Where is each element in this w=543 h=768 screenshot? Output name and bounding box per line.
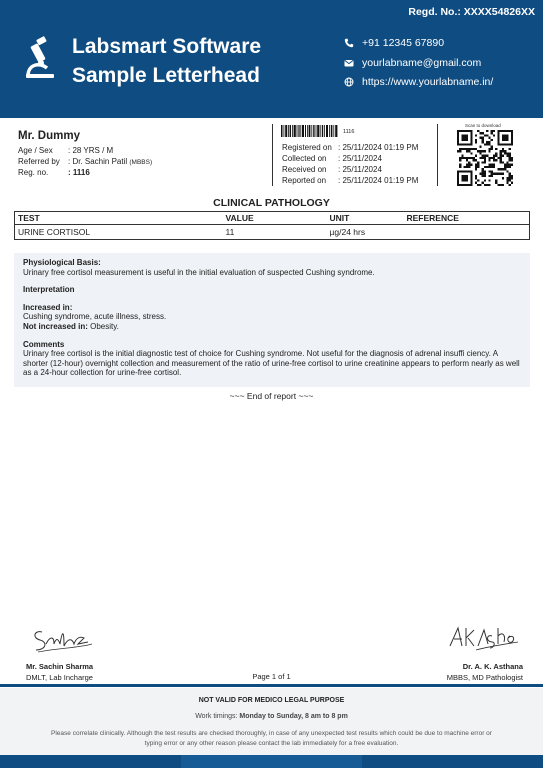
patient-details (18, 130, 152, 178)
signer-left-name: Mr. Sachin Sharma (26, 662, 94, 671)
bottom-strip (0, 755, 543, 768)
collected-value: : 25/11/2024 (338, 154, 382, 163)
phone-icon (344, 38, 354, 48)
not-increased-line (23, 322, 521, 332)
signature-left-icon (28, 620, 98, 656)
disclaimer-note: Please correlate clinically. Although the test results are checked thoroughly, in case of any unexpected test results which could be due to machine error or typing error or any other reason please contact the lab immediately for a free evaluation. (51, 730, 492, 747)
signer-right-title: MBBS, MD Pathologist (446, 673, 523, 682)
contact-phone (344, 34, 493, 52)
patient-name: Mr. Dummy (18, 130, 80, 142)
column-header-unit: UNIT (327, 212, 404, 225)
reg-label: Reg. no. (18, 168, 49, 177)
interpretation-box (14, 253, 530, 387)
work-timings-label: Work timings: (195, 713, 240, 720)
test-name: URINE CORTISOL (15, 225, 223, 240)
signer-left-title: DMLT, Lab Incharge (26, 673, 93, 682)
referred-label: Referred by (18, 157, 60, 166)
not-increased-title: Not increased in: (23, 321, 88, 331)
registered-row (282, 142, 418, 153)
brand-line-2: Sample Letterhead (72, 64, 260, 87)
collected-row (282, 153, 418, 164)
referred-doctor: : Dr. Sachin Patil (68, 157, 128, 166)
contact-website (344, 73, 493, 91)
comments-title: Comments (23, 339, 65, 349)
patient-reg-row (18, 167, 152, 178)
registered-label: Registered on (282, 143, 332, 152)
end-of-report: ~~~ End of report ~~~ (229, 391, 314, 401)
work-timings-value: Monday to Sunday, 8 am to 8 pm (239, 713, 348, 720)
divider-right (437, 124, 438, 186)
received-row (282, 164, 418, 175)
test-unit: µg/24 hrs (327, 225, 404, 240)
brand-line-1: Labsmart Software (72, 35, 262, 58)
reg-number: : 1116 (68, 168, 90, 177)
basis-text: Urinary free cortisol measurement is useful in the initial evaluation of suspected Cushing syndrome. (23, 267, 375, 277)
reported-value: : 25/11/2024 01:19 PM (338, 176, 419, 185)
barcode-icon (281, 125, 339, 137)
letterhead-header (0, 0, 543, 118)
interpretation-title: Interpretation (23, 285, 75, 295)
reported-row (282, 175, 418, 186)
referred-value (68, 157, 152, 166)
collected-label: Collected on (282, 154, 327, 163)
patient-age-row (18, 145, 152, 156)
table-header-row (15, 212, 530, 225)
contact-email (344, 54, 493, 72)
not-increased-text: Obesity. (87, 321, 119, 331)
contact-list (344, 34, 493, 93)
test-reference (404, 225, 530, 240)
brand-name (72, 32, 261, 90)
microscope-logo-icon (22, 36, 58, 80)
basis-title: Physiological Basis: (23, 258, 101, 267)
footer-divider (0, 684, 543, 687)
website-url[interactable]: https://www.yourlabname.in/ (362, 76, 494, 88)
phone-number: +91 12345 67890 (362, 37, 445, 49)
mail-icon (344, 58, 354, 68)
qr-code-icon[interactable] (457, 130, 513, 186)
reported-label: Reported on (282, 176, 327, 185)
test-value: 11 (223, 225, 327, 240)
signer-right (447, 661, 523, 683)
reg-value (68, 168, 90, 177)
registered-value: : 25/11/2024 01:19 PM (338, 143, 419, 152)
page-number: Page 1 of 1 (252, 672, 291, 681)
received-value: : 25/11/2024 (338, 165, 382, 174)
referred-qualification: (MBBS) (129, 159, 153, 166)
table-row (15, 225, 530, 240)
age-sex-label: Age / Sex (18, 146, 53, 155)
registration-number: Regd. No.: XXXX54826XX (408, 6, 535, 18)
globe-icon (344, 77, 354, 87)
comments-text: Urinary free cortisol is the initial diagnostic test of choice for Cushing syndrome. Not useful for the diagnosis of adrenal insuffi ciency. A shorter (12-hour) overnight collection and measurement of the ratio of urine-free cortisol to urine creatinine appears to perform nearly as well as a 24-hour collection for urine-free cortisol. (23, 349, 520, 378)
divider-left (272, 124, 273, 186)
results-table (14, 211, 530, 240)
scan-label: Scan to download (465, 123, 501, 128)
column-header-value: VALUE (223, 212, 327, 225)
section-title: CLINICAL PATHOLOGY (213, 197, 330, 209)
not-valid-notice: NOT VALID FOR MEDICO LEGAL PURPOSE (198, 697, 345, 704)
column-header-test: TEST (15, 212, 223, 225)
received-label: Received on (282, 165, 327, 174)
column-header-reference: REFERENCE (404, 212, 530, 225)
email-address[interactable]: yourlabname@gmail.com (362, 56, 482, 69)
sample-dates (282, 142, 418, 186)
work-timings (0, 713, 543, 720)
increased-title: Increased in: (23, 302, 73, 312)
increased-text: Cushing syndrome, acute illness, stress. (23, 312, 167, 322)
age-sex-value: : 28 YRS / M (68, 146, 114, 155)
signature-right-icon (446, 622, 522, 654)
patient-referred-row (18, 156, 152, 167)
signer-right-name: Dr. A. K. Asthana (462, 662, 523, 671)
barcode-number: 1116 (343, 129, 355, 135)
